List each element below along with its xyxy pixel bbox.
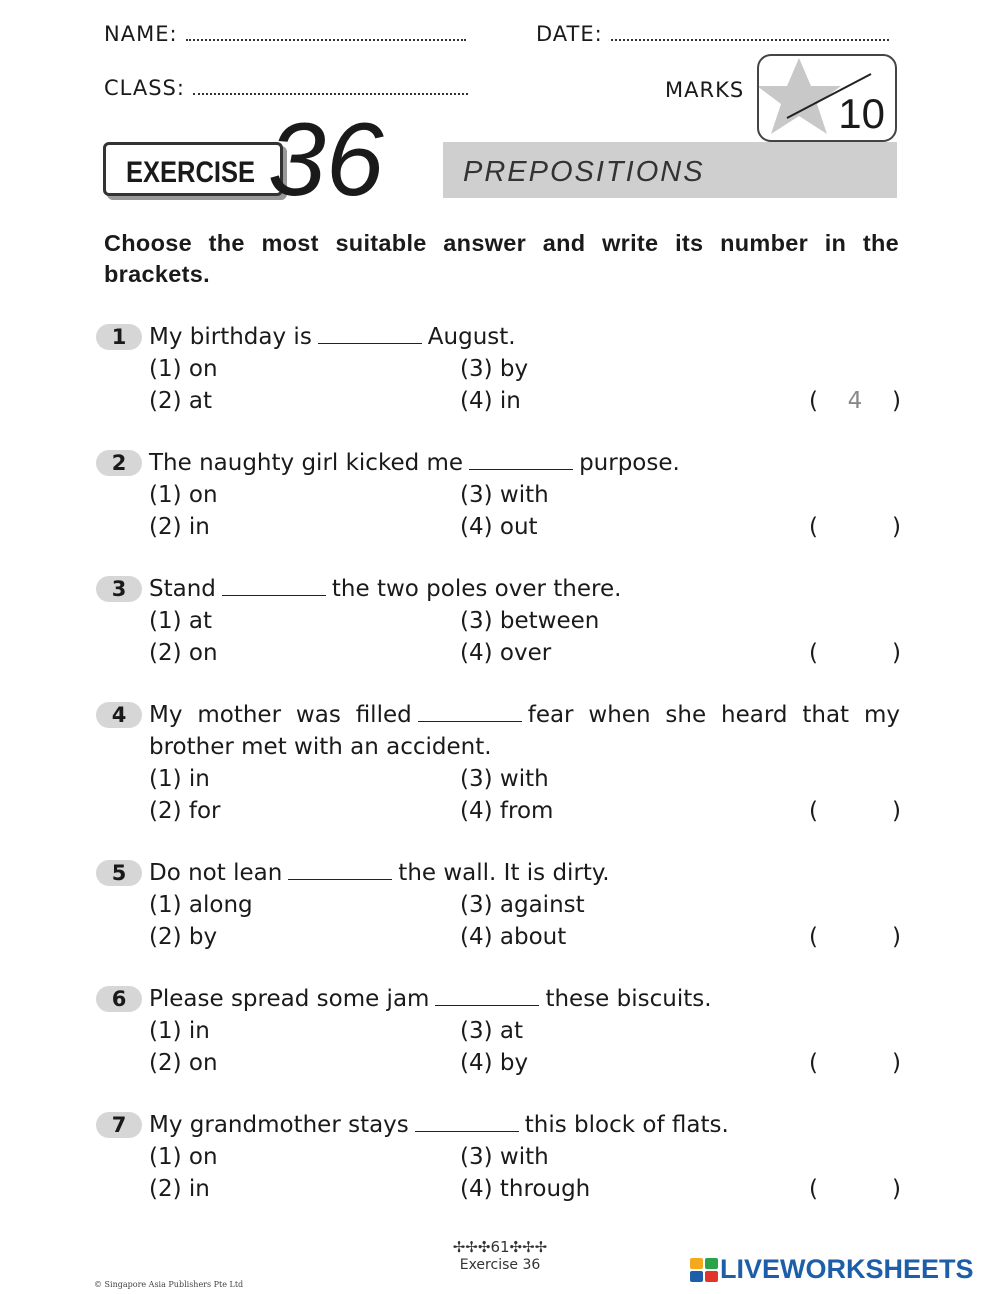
option-3[interactable]: (3) against <box>460 892 585 918</box>
option-3[interactable]: (3) by <box>460 356 529 382</box>
name-line[interactable] <box>186 23 466 41</box>
option-4[interactable]: (4) about <box>460 924 567 950</box>
answer-input[interactable]: 4 <box>847 388 863 414</box>
option-4[interactable]: (4) in <box>460 388 521 414</box>
question-text <box>149 573 900 605</box>
marks-area <box>665 54 897 146</box>
question-number: 5 <box>96 860 142 886</box>
option-2[interactable]: (2) on <box>149 640 218 666</box>
question-number: 2 <box>96 450 142 476</box>
topic-band <box>443 142 897 198</box>
option-1[interactable]: (1) in <box>149 1018 210 1044</box>
option-2[interactable]: (2) in <box>149 1176 210 1202</box>
question-number: 4 <box>96 702 142 728</box>
class-field <box>104 76 468 100</box>
option-1[interactable]: (1) in <box>149 766 210 792</box>
marks-box <box>757 54 897 142</box>
brand-name: LIVEWORKSHEETS <box>720 1254 974 1284</box>
answer-blank <box>418 702 522 722</box>
question-text <box>149 699 900 763</box>
answer-blank <box>288 860 392 880</box>
question-number: 3 <box>96 576 142 602</box>
class-label: CLASS: <box>104 76 185 100</box>
option-2[interactable]: (2) at <box>149 388 213 414</box>
question-text <box>149 447 900 479</box>
question-tail: the two poles over there. <box>331 576 622 602</box>
answer-blank <box>415 1112 519 1132</box>
option-1[interactable]: (1) on <box>149 482 218 508</box>
answer-bracket[interactable]: ( ) <box>809 511 901 543</box>
brand-logo[interactable] <box>690 1254 974 1285</box>
question-stem: Do not lean <box>149 860 283 886</box>
answer-input[interactable] <box>818 1173 892 1205</box>
question-stem: My birthday is <box>149 324 312 350</box>
ornament-icon: ✣✢✢ <box>509 1238 548 1256</box>
marks-total: 10 <box>838 90 885 137</box>
option-1[interactable]: (1) along <box>149 892 253 918</box>
option-2[interactable]: (2) by <box>149 924 218 950</box>
answer-bracket[interactable]: ( 4 ) <box>809 385 901 417</box>
answer-bracket[interactable]: ( ) <box>809 637 901 669</box>
option-1[interactable]: (1) on <box>149 356 218 382</box>
option-3[interactable]: (3) with <box>460 1144 549 1170</box>
option-3[interactable]: (3) with <box>460 766 549 792</box>
option-2[interactable]: (2) in <box>149 514 210 540</box>
topic-title: PREPOSITIONS <box>463 156 705 188</box>
ornament-icon: ✢✢✣ <box>452 1238 491 1256</box>
question-text <box>149 321 900 353</box>
question-number: 6 <box>96 986 142 1012</box>
liveworksheets-icon <box>690 1258 718 1282</box>
copyright: © Singapore Asia Publishers Pte Ltd <box>94 1280 244 1289</box>
question-tail: purpose. <box>579 450 680 476</box>
answer-input[interactable] <box>818 637 892 669</box>
answer-bracket[interactable]: ( ) <box>809 1173 901 1205</box>
option-4[interactable]: (4) from <box>460 798 554 824</box>
answer-input[interactable] <box>818 921 892 953</box>
answer-input[interactable] <box>818 511 892 543</box>
question-tail: this block of flats. <box>524 1112 729 1138</box>
instructions: Choose the most suitable answer and write its number in the brackets. <box>104 230 899 287</box>
option-3[interactable]: (3) between <box>460 608 600 634</box>
answer-blank <box>435 986 539 1006</box>
answer-blank <box>222 576 326 596</box>
exercise-badge <box>103 142 283 196</box>
name-field <box>104 22 466 46</box>
marks-label: MARKS <box>665 78 745 102</box>
date-label: DATE: <box>536 22 603 46</box>
option-4[interactable]: (4) through <box>460 1176 591 1202</box>
answer-bracket[interactable]: ( ) <box>809 795 901 827</box>
option-3[interactable]: (3) at <box>460 1018 524 1044</box>
exercise-label: EXERCISE <box>126 156 255 189</box>
name-label: NAME: <box>104 22 178 46</box>
option-1[interactable]: (1) at <box>149 608 213 634</box>
answer-blank <box>318 324 422 344</box>
question-number: 7 <box>96 1112 142 1138</box>
question-stem: The naughty girl kicked me <box>149 450 464 476</box>
date-field <box>536 22 889 46</box>
question-tail: August. <box>427 324 516 350</box>
option-1[interactable]: (1) on <box>149 1144 218 1170</box>
exercise-reference: Exercise 36 <box>459 1257 541 1273</box>
option-2[interactable]: (2) for <box>149 798 221 824</box>
answer-blank <box>469 450 573 470</box>
option-4[interactable]: (4) out <box>460 514 538 540</box>
question-tail: the wall. It is dirty. <box>398 860 610 886</box>
option-2[interactable]: (2) on <box>149 1050 218 1076</box>
question-tail: these biscuits. <box>545 986 712 1012</box>
answer-input[interactable] <box>818 1047 892 1079</box>
answer-bracket[interactable]: ( ) <box>809 1047 901 1079</box>
question-stem: Stand <box>149 576 216 602</box>
question-stem: Please spread some jam <box>149 986 430 1012</box>
option-4[interactable]: (4) by <box>460 1050 529 1076</box>
question-number: 1 <box>96 324 142 350</box>
question-stem: My mother was filled <box>149 702 412 728</box>
question-stem: My grandmother stays <box>149 1112 409 1138</box>
option-4[interactable]: (4) over <box>460 640 552 666</box>
question-text <box>149 1109 900 1141</box>
date-line[interactable] <box>611 23 889 41</box>
question-text <box>149 983 900 1015</box>
question-text <box>149 857 900 889</box>
exercise-number: 36 <box>268 102 384 218</box>
page-number-value: 61 <box>490 1238 510 1256</box>
question-tail: fear when she heard that my brother met with an accident. <box>149 702 900 760</box>
answer-input[interactable] <box>818 795 892 827</box>
class-line[interactable] <box>193 77 468 95</box>
answer-bracket[interactable]: ( ) <box>809 921 901 953</box>
option-3[interactable]: (3) with <box>460 482 549 508</box>
